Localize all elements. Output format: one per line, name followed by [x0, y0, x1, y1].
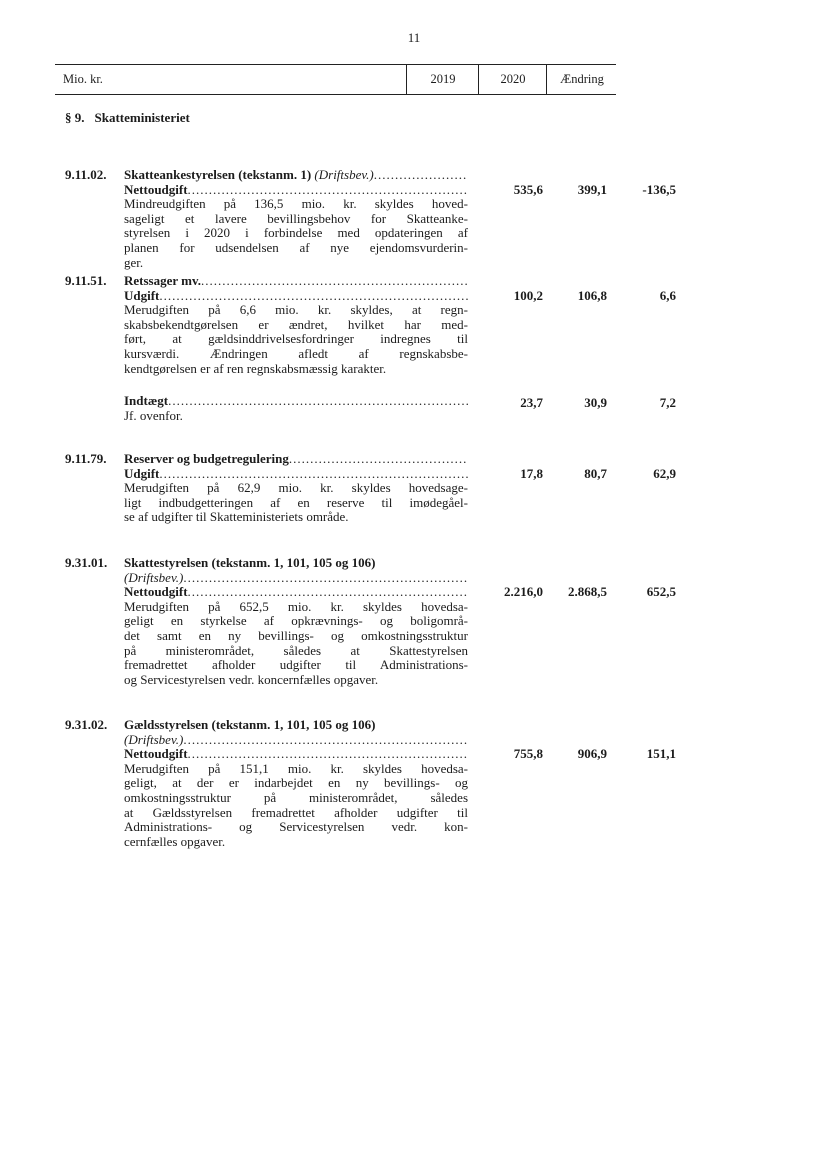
- account-code: 9.11.51.: [65, 273, 107, 288]
- value-2019: 535,6: [513, 181, 543, 197]
- entry-title: Reserver og budgetregulering .....: [124, 452, 468, 467]
- entry-body: [124, 274, 468, 423]
- value-2019: 2.216,0: [504, 584, 543, 600]
- entry-title: Retssager mv. .....: [124, 274, 468, 289]
- value-2019: 100,2: [513, 287, 543, 303]
- entry-title: Skattestyrelsen (tekstanm. 1, 101, 105 og 106): [124, 555, 376, 570]
- explanation-line: kendtgørelsen er af ren regnskabsmæssig karakter.: [124, 360, 387, 376]
- entry-title: Gældsstyrelsen (tekstanm. 1, 101, 105 og 106): [124, 717, 376, 732]
- value-change: 652,5: [646, 584, 676, 600]
- explanation-line: styrelsen i 2020 i forbindelse med opdateringen af: [124, 225, 468, 241]
- column-header-2019: 2019: [406, 65, 479, 94]
- explanation-line: ger.: [124, 254, 144, 270]
- income-value-2019: 23,7: [520, 394, 543, 410]
- measure-row: Nettoudgift .....: [124, 183, 468, 198]
- explanation-line: Merudgiften på 151,1 mio. kr. skyldes hovedsa-: [124, 760, 468, 776]
- value-2019: 755,8: [513, 746, 543, 762]
- explanation-line: geligt en styrkelse af opkrævnings- og boligområ-: [124, 613, 468, 629]
- value-2020: 906,9: [577, 746, 607, 762]
- income-value-change: 7,2: [659, 394, 676, 410]
- explanation-line: og Servicestyrelsen vedr. koncernfælles opgaver.: [124, 671, 379, 687]
- measure-row: Udgift .....: [124, 289, 468, 304]
- explanation-line: planen for udsendelsen af nye ejendomsvurderin-: [124, 239, 468, 255]
- entry-body: [124, 452, 468, 525]
- explanation-line: kursværdi. Ændringen afledt af regnskabsbe-: [124, 345, 468, 361]
- entry-body: [124, 168, 468, 270]
- account-code: 9.31.01.: [65, 555, 108, 570]
- account-code: 9.11.02.: [65, 167, 107, 182]
- measure-row-income: Indtægt .....: [124, 394, 468, 409]
- page-number: 11: [407, 30, 421, 45]
- income-value-2020: 30,9: [584, 394, 607, 410]
- value-2020: 399,1: [577, 181, 607, 197]
- value-2020: 80,7: [584, 465, 607, 481]
- explanation-line: Mindreudgiften på 136,5 mio. kr. skyldes hoved-: [124, 196, 468, 212]
- section-heading: [65, 110, 190, 126]
- entry-subtitle: (Driftsbev.) .....: [124, 733, 468, 748]
- section-title: Skatteministeriet: [94, 110, 190, 125]
- unit-label: Mio. kr.: [63, 72, 103, 86]
- explanation-line: omkostningsstruktur på ministerområdet, således: [124, 789, 468, 805]
- value-change: 62,9: [653, 465, 676, 481]
- explanation-line: cernfælles opgaver.: [124, 833, 226, 849]
- account-code: 9.11.79.: [65, 451, 107, 466]
- entry-title: Skatteankestyrelsen (tekstanm. 1) (Driftsbev.) .....: [124, 168, 468, 183]
- table-header: [55, 64, 616, 95]
- explanation-line: se af udgifter til Skatteministeriets område.: [124, 509, 349, 525]
- explanation-line: det samt en ny bevillings- og omkostningsstruktur: [124, 627, 468, 643]
- column-header-2020: 2020: [478, 65, 547, 94]
- explanation-line: Merudgiften på 62,9 mio. kr. skyldes hovedsage-: [124, 480, 468, 496]
- explanation-line: Merudgiften på 6,6 mio. kr. skyldes, at regn-: [124, 302, 468, 318]
- value-change: 151,1: [646, 746, 676, 762]
- explanation-line: geligt, at der er indarbejdet en ny bevillings- og: [124, 775, 468, 791]
- value-2020: 2.868,5: [568, 584, 607, 600]
- explanation-line: at Gældsstyrelsen fremadrettet afholder udgifter til: [124, 804, 468, 820]
- explanation-line: skabsbekendtgørelsen er ændret, hvilket har med-: [124, 316, 468, 332]
- account-code: 9.31.02.: [65, 717, 108, 732]
- value-2019: 17,8: [520, 465, 543, 481]
- value-change: -136,5: [642, 181, 676, 197]
- entry-body: [124, 556, 468, 687]
- explanation-line: Merudgiften på 652,5 mio. kr. skyldes hovedsa-: [124, 598, 468, 614]
- measure-row: Nettoudgift .....: [124, 747, 468, 762]
- entry-subtitle: (Driftsbev.) .....: [124, 571, 468, 586]
- value-change: 6,6: [659, 287, 676, 303]
- explanation-line: ligt indbudgetteringen af en reserve til imødegåel-: [124, 494, 468, 510]
- explanation-line: på ministerområdet, således at Skattestyrelsen: [124, 642, 468, 658]
- section-mark: § 9.: [65, 110, 85, 125]
- explanation-line: Administrations- og Servicestyrelsen vedr. kon-: [124, 819, 468, 835]
- explanation-line: fremadrettet afholder udgifter til Administrations-: [124, 657, 468, 673]
- entry-body: [124, 718, 468, 849]
- explanation-line: sageligt et lavere bevillingsbehov for Skatteanke-: [124, 210, 468, 226]
- column-header-change: Ændring: [546, 65, 617, 94]
- measure-row: Nettoudgift .....: [124, 585, 468, 600]
- value-2020: 106,8: [577, 287, 607, 303]
- measure-row: Udgift .....: [124, 467, 468, 482]
- explanation-line: Jf. ovenfor.: [124, 407, 183, 423]
- explanation-line: ført, at gældsinddrivelsesfordringer indregnes til: [124, 331, 468, 347]
